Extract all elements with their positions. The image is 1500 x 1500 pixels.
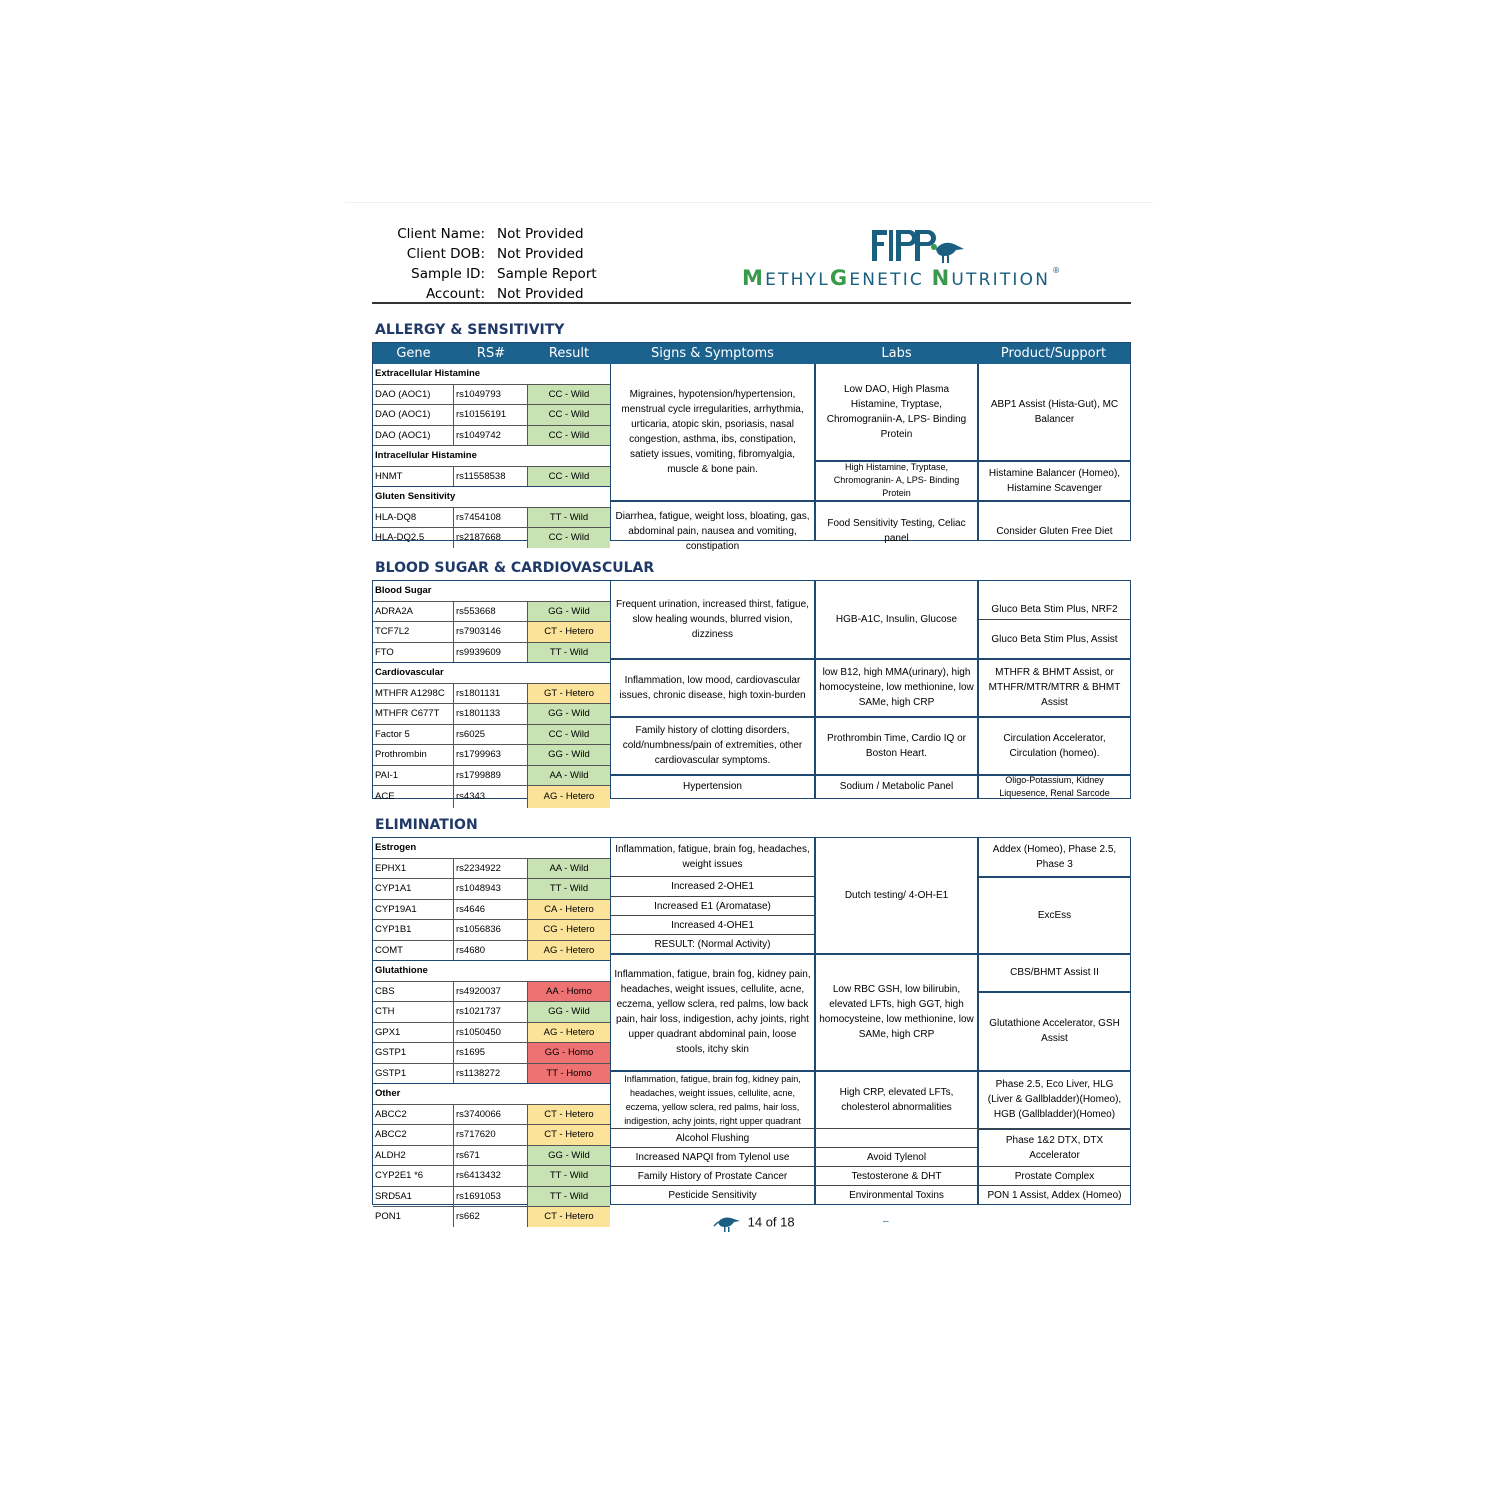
gene-cell: ALDH2 — [373, 1146, 454, 1166]
result-cell: TT - Wild — [528, 1187, 610, 1207]
header-divider — [372, 302, 1131, 304]
rs-cell: rs4343 — [454, 786, 528, 808]
header-result: Result — [548, 346, 590, 361]
detail-columns — [610, 838, 1130, 1204]
result-cell: TT - Wild — [528, 879, 610, 899]
rs-cell: rs1048943 — [454, 879, 528, 899]
page-footer — [712, 1214, 795, 1232]
result-cell: CC - Wild — [528, 725, 610, 745]
gene-cell: GSTP1 — [373, 1064, 454, 1084]
account-value: Not Provided — [497, 286, 584, 302]
rs-cell: rs1695 — [454, 1043, 528, 1063]
labs-cell: Testosterone & DHT — [851, 1170, 942, 1182]
table-row — [373, 642, 610, 663]
rs-cell: rs2234922 — [454, 859, 528, 879]
gene-cell: CTH — [373, 1002, 454, 1022]
client-name-row — [375, 224, 597, 244]
product-cell: Consider Gluten Free Diet — [996, 525, 1113, 537]
gene-cell: SRD5A1 — [373, 1187, 454, 1207]
section-title: ELIMINATION — [375, 817, 478, 833]
rs-cell: rs1801133 — [454, 704, 528, 724]
rs-cell: rs1050450 — [454, 1023, 528, 1043]
result-cell: GG - Wild — [528, 602, 610, 622]
symptoms-cell: Increased 4-OHE1 — [671, 919, 754, 931]
client-info — [375, 224, 597, 304]
detail-columns — [610, 364, 1130, 552]
rs-cell: rs1049742 — [454, 426, 528, 446]
gene-cell: PON1 — [373, 1207, 454, 1227]
sample-id-label: Sample ID: — [411, 266, 485, 282]
product-cell: Circulation Accelerator, Circulation (homeo). — [1003, 732, 1106, 759]
table-row — [373, 404, 610, 425]
table-row — [373, 1042, 610, 1063]
category-row: Glutathione — [373, 960, 610, 981]
detail-columns — [610, 581, 1130, 798]
gene-column — [373, 581, 610, 802]
table-row — [373, 858, 610, 879]
result-cell: TT - Wild — [528, 1166, 610, 1186]
header-rs: RS# — [476, 346, 506, 361]
symptoms-cell: Pesticide Sensitivity — [668, 1189, 757, 1201]
table-row — [373, 1104, 610, 1125]
product-cell: Gluco Beta Stim Plus, NRF2 — [991, 603, 1118, 615]
category-row: Extracellular Histamine — [375, 368, 481, 379]
gene-cell: CYP1A1 — [373, 879, 454, 899]
gene-cell: GPX1 — [373, 1023, 454, 1043]
table-row — [373, 981, 610, 1002]
category-row: Cardiovascular — [373, 662, 610, 683]
labs-cell: High CRP, elevated LFTs, cholesterol abnormalities — [839, 1086, 954, 1113]
result-cell: CC - Wild — [528, 426, 610, 446]
rs-cell: rs7454108 — [454, 508, 528, 528]
result-cell: CG - Hetero — [528, 920, 610, 940]
table-row — [373, 621, 610, 642]
gene-column — [373, 364, 610, 543]
result-cell: AA - Homo — [528, 982, 610, 1002]
table-row — [373, 507, 610, 528]
kiwi-bird-icon — [712, 1214, 748, 1229]
product-cell: Histamine Balancer (Homeo), Histamine Scavenger — [988, 467, 1121, 494]
section-title: ALLERGY & SENSITIVITY — [375, 322, 565, 338]
category-row: Estrogen — [375, 842, 417, 853]
rs-cell: rs4646 — [454, 900, 528, 920]
symptoms-cell: Inflammation, low mood, cardiovascular issues, chronic disease, high toxin-burden — [619, 674, 806, 701]
symptoms-cell: Family history of clotting disorders, cold/numbness/pain of extremities, other cardiovascular symptoms. — [622, 725, 803, 766]
result-cell: AA - Wild — [528, 859, 610, 879]
rs-cell: rs1049793 — [454, 385, 528, 405]
gene-cell: TCF7L2 — [373, 622, 454, 642]
labs-cell: Sodium / Metabolic Panel — [839, 781, 954, 792]
rs-cell: rs9939609 — [454, 643, 528, 663]
table-row — [373, 785, 610, 808]
gene-cell: DAO (AOC1) — [373, 385, 454, 405]
result-cell: GT - Hetero — [528, 684, 610, 704]
labs-cell: Prothrombin Time, Cardio IQ or Boston Heart. — [827, 732, 966, 759]
result-cell: CC - Wild — [528, 467, 610, 487]
result-cell: CT - Hetero — [528, 622, 610, 642]
gene-cell: COMT — [373, 941, 454, 961]
labs-cell: Low RBC GSH, low bilirubin, elevated LFTs, high GGT, high homocysteine, low methionine, low SAMe, high CRP — [819, 984, 974, 1040]
logo-letter: G — [829, 266, 850, 290]
rs-cell: rs11558538 — [454, 467, 528, 487]
product-cell: Oligo-Potassium, Kidney Liquesence, Renal Sarcode — [999, 774, 1110, 798]
gene-cell: FTO — [373, 643, 454, 663]
footer-dash: – — [883, 1216, 889, 1227]
rs-cell: rs10156191 — [454, 405, 528, 425]
symptoms-cell: Increased E1 (Aromatase) — [654, 900, 771, 912]
product-cell: CBS/BHMT Assist II — [1010, 967, 1099, 978]
gene-cell: MTHFR A1298C — [373, 684, 454, 704]
rs-cell: rs1799963 — [454, 745, 528, 765]
allergy-table — [372, 342, 1131, 552]
symptoms-cell: Increased NAPQI from Tylenol use — [635, 1151, 790, 1163]
account-row — [375, 284, 597, 304]
product-cell: Glutathione Accelerator, GSH Assist — [989, 1018, 1120, 1044]
rs-cell: rs1801131 — [454, 684, 528, 704]
header-gene: Gene — [396, 346, 431, 361]
logo-letter: N — [931, 266, 952, 290]
result-cell: TT - Wild — [528, 508, 610, 528]
table-row — [373, 940, 610, 961]
rs-cell: rs717620 — [454, 1125, 528, 1145]
labs-cell: HGB-A1C, Insulin, Glucose — [835, 614, 958, 625]
gene-cell: Factor 5 — [373, 725, 454, 745]
rs-cell: rs1138272 — [454, 1064, 528, 1084]
table-row — [373, 384, 610, 405]
table-row — [373, 683, 610, 704]
table-row — [373, 703, 610, 724]
product-cell: ABP1 Assist (Hista-Gut), MC Balancer — [990, 399, 1119, 425]
gene-cell: DAO (AOC1) — [373, 426, 454, 446]
blood-section — [372, 559, 1131, 802]
result-cell: GG - Wild — [528, 745, 610, 765]
symptoms-cell: RESULT: (Normal Activity) — [654, 938, 771, 950]
table-header — [373, 343, 1130, 364]
table-row — [373, 1186, 610, 1207]
symptoms-cell: Inflammation, fatigue, brain fog, kidney pain, headaches, weight issues, cellulite, acne, eczema, yellow sclera, red palms, low back pain, hair loss, indigestion, achy joints, right upper quadrant abdominal pain, loose stools, itchy skin — [614, 969, 811, 1055]
logo-icon — [870, 227, 965, 270]
result-cell: CC - Wild — [528, 405, 610, 425]
table-row — [373, 1165, 610, 1186]
labs-cell: Dutch testing/ 4-OH-E1 — [844, 890, 949, 901]
gene-cell: PAI-1 — [373, 766, 454, 786]
category-row: Other — [373, 1083, 610, 1104]
header-symptoms: Signs & Symptoms — [651, 346, 774, 361]
gene-cell: HNMT — [373, 467, 454, 487]
rs-cell: rs3740066 — [454, 1105, 528, 1125]
category-row: Gluten Sensitivity — [373, 486, 610, 507]
blood-table — [372, 580, 1131, 802]
product-cell: MTHFR & BHMT Assist, or MTHFR/MTR/MTRR & BHMT Assist — [988, 667, 1121, 708]
client-dob-label: Client DOB: — [406, 246, 485, 262]
table-row — [373, 527, 610, 548]
rs-cell: rs4920037 — [454, 982, 528, 1002]
result-cell: CT - Hetero — [528, 1207, 610, 1227]
rs-cell: rs2187668 — [454, 528, 528, 548]
header-products: Product/Support — [1000, 346, 1107, 361]
rs-cell: rs6025 — [454, 725, 528, 745]
registered-mark: ® — [1052, 266, 1063, 275]
table-row — [373, 899, 610, 920]
category-row: Blood Sugar — [375, 585, 432, 596]
gene-cell: DAO (AOC1) — [373, 405, 454, 425]
result-cell: CT - Hetero — [528, 1105, 610, 1125]
labs-cell: Low DAO, High Plasma Histamine, Tryptase, Chromograniin-A, LPS- Binding Protein — [826, 384, 967, 440]
table-row — [373, 765, 610, 786]
table-row — [373, 724, 610, 745]
symptoms-cell: Inflammation, fatigue, brain fog, headaches, weight issues — [615, 844, 810, 870]
sample-id-row — [375, 264, 597, 284]
table-row — [373, 919, 610, 940]
header-labs: Labs — [881, 346, 912, 361]
rs-cell: rs6413432 — [454, 1166, 528, 1186]
result-cell: GG - Homo — [528, 1043, 610, 1063]
gene-cell: CYP2E1 *6 — [373, 1166, 454, 1186]
result-cell: CC - Wild — [528, 528, 610, 548]
rs-cell: rs1691053 — [454, 1187, 528, 1207]
gene-cell: ADRA2A — [373, 602, 454, 622]
page-edge — [345, 202, 1153, 203]
logo-wordmark: METHYLGENETIC NUTRITION ® — [742, 266, 1063, 290]
gene-cell: EPHX1 — [373, 859, 454, 879]
rs-cell: rs1021737 — [454, 1002, 528, 1022]
labs-cell: High Histamine, Tryptase, Chromogranin- A, LPS- Binding Protein — [833, 462, 960, 498]
labs-cell: low B12, high MMA(urinary), high homocysteine, low methionine, low SAMe, high CRP — [819, 667, 974, 708]
result-cell: AG - Hetero — [528, 786, 610, 808]
result-cell: CA - Hetero — [528, 900, 610, 920]
rs-cell: rs553668 — [454, 602, 528, 622]
logo-letter: M — [742, 266, 766, 290]
gene-cell: HLA-DQ2.5 — [373, 528, 454, 548]
table-row — [373, 466, 610, 487]
gene-cell: CYP1B1 — [373, 920, 454, 940]
table-row — [373, 878, 610, 899]
gene-cell: ABCC2 — [373, 1105, 454, 1125]
result-cell: TT - Homo — [528, 1064, 610, 1084]
result-cell: AA - Wild — [528, 766, 610, 786]
symptoms-cell: Migraines, hypotension/hypertension, menstrual cycle irregularities, arrhythmia, urticaria, atopic skin, psoriasis, nasal congestion, asthma, ibs, constipation, satiety issues, vomiting, fibromyalgia, muscle & bone pain. — [621, 389, 804, 475]
product-cell: PON 1 Assist, Addex (Homeo) — [987, 1189, 1122, 1201]
client-name-value: Not Provided — [497, 226, 584, 242]
table-body — [373, 581, 1130, 802]
rs-cell: rs7903146 — [454, 622, 528, 642]
rs-cell: rs1056836 — [454, 920, 528, 940]
result-cell: TT - Wild — [528, 643, 610, 663]
rs-cell: rs4680 — [454, 941, 528, 961]
result-cell: CT - Hetero — [528, 1125, 610, 1145]
symptoms-cell: Family History of Prostate Cancer — [637, 1170, 788, 1182]
table-row — [373, 1206, 610, 1227]
product-cell: Gluco Beta Stim Plus, Assist — [991, 633, 1118, 645]
result-cell: AG - Hetero — [528, 941, 610, 961]
result-cell: CC - Wild — [528, 385, 610, 405]
symptoms-cell: Alcohol Flushing — [675, 1132, 750, 1144]
category-row: Intracellular Histamine — [373, 445, 610, 466]
product-cell: ExcEss — [1037, 909, 1072, 921]
account-label: Account: — [425, 286, 485, 302]
allergy-section — [372, 321, 1131, 552]
gene-cell: ACE — [373, 786, 454, 808]
symptoms-cell: Hypertension — [683, 781, 742, 792]
table-row — [373, 425, 610, 446]
rs-cell: rs671 — [454, 1146, 528, 1166]
labs-cell: Food Sensitivity Testing, Celiac panel — [827, 518, 966, 544]
rs-cell: rs1799889 — [454, 766, 528, 786]
client-dob-row — [375, 244, 597, 264]
gene-cell: HLA-DQ8 — [373, 508, 454, 528]
product-cell: Addex (Homeo), Phase 2.5, Phase 3 — [992, 844, 1117, 870]
gene-cell: CBS — [373, 982, 454, 1002]
labs-cell: Environmental Toxins — [849, 1189, 944, 1201]
table-row — [373, 744, 610, 765]
client-dob-value: Not Provided — [497, 246, 584, 262]
table-row — [373, 1063, 610, 1084]
symptoms-cell: Increased 2-OHE1 — [671, 881, 754, 892]
table-row — [373, 1145, 610, 1166]
result-cell: AG - Hetero — [528, 1023, 610, 1043]
gene-cell: ABCC2 — [373, 1125, 454, 1145]
gene-column — [373, 838, 610, 1222]
table-row — [373, 1022, 610, 1043]
page-number: 14 of 18 — [747, 1214, 795, 1230]
table-row — [373, 1124, 610, 1145]
table-row — [373, 1001, 610, 1022]
product-cell: Phase 2.5, Eco Liver, HLG (Liver & Gallbladder)(Homeo), HGB (Gallbladder)(Homeo) — [987, 1079, 1122, 1120]
table-body — [373, 364, 1130, 552]
result-cell: GG - Wild — [528, 704, 610, 724]
table-row — [373, 601, 610, 622]
product-cell: Prostate Complex — [1014, 1170, 1095, 1182]
section-title: BLOOD SUGAR & CARDIOVASCULAR — [375, 560, 655, 576]
gene-cell: MTHFR C677T — [373, 704, 454, 724]
rs-cell: rs662 — [454, 1207, 528, 1227]
labs-cell: Avoid Tylenol — [866, 1151, 927, 1163]
sample-id-value: Sample Report — [497, 266, 597, 282]
symptoms-cell: Diarrhea, fatigue, weight loss, bloating, gas, abdominal pain, nausea and vomiting, constipation — [615, 510, 810, 552]
result-cell: GG - Wild — [528, 1002, 610, 1022]
gene-cell: Prothrombin — [373, 745, 454, 765]
product-cell: Phase 1&2 DTX, DTX Accelerator — [1005, 1134, 1104, 1161]
result-cell: GG - Wild — [528, 1146, 610, 1166]
gene-cell: GSTP1 — [373, 1043, 454, 1063]
gene-cell: CYP19A1 — [373, 900, 454, 920]
symptoms-cell: Inflammation, fatigue, brain fog, kidney pain, headaches, weight issues, cellulite, acne, eczema, yellow sclera, red palms, hair loss, indigestion, achy joints, right upper quadrant — [624, 1073, 801, 1126]
client-name-label: Client Name: — [397, 226, 485, 242]
symptoms-cell: Frequent urination, increased thirst, fatigue, slow healing wounds, blurred vision, dizziness — [616, 599, 809, 640]
